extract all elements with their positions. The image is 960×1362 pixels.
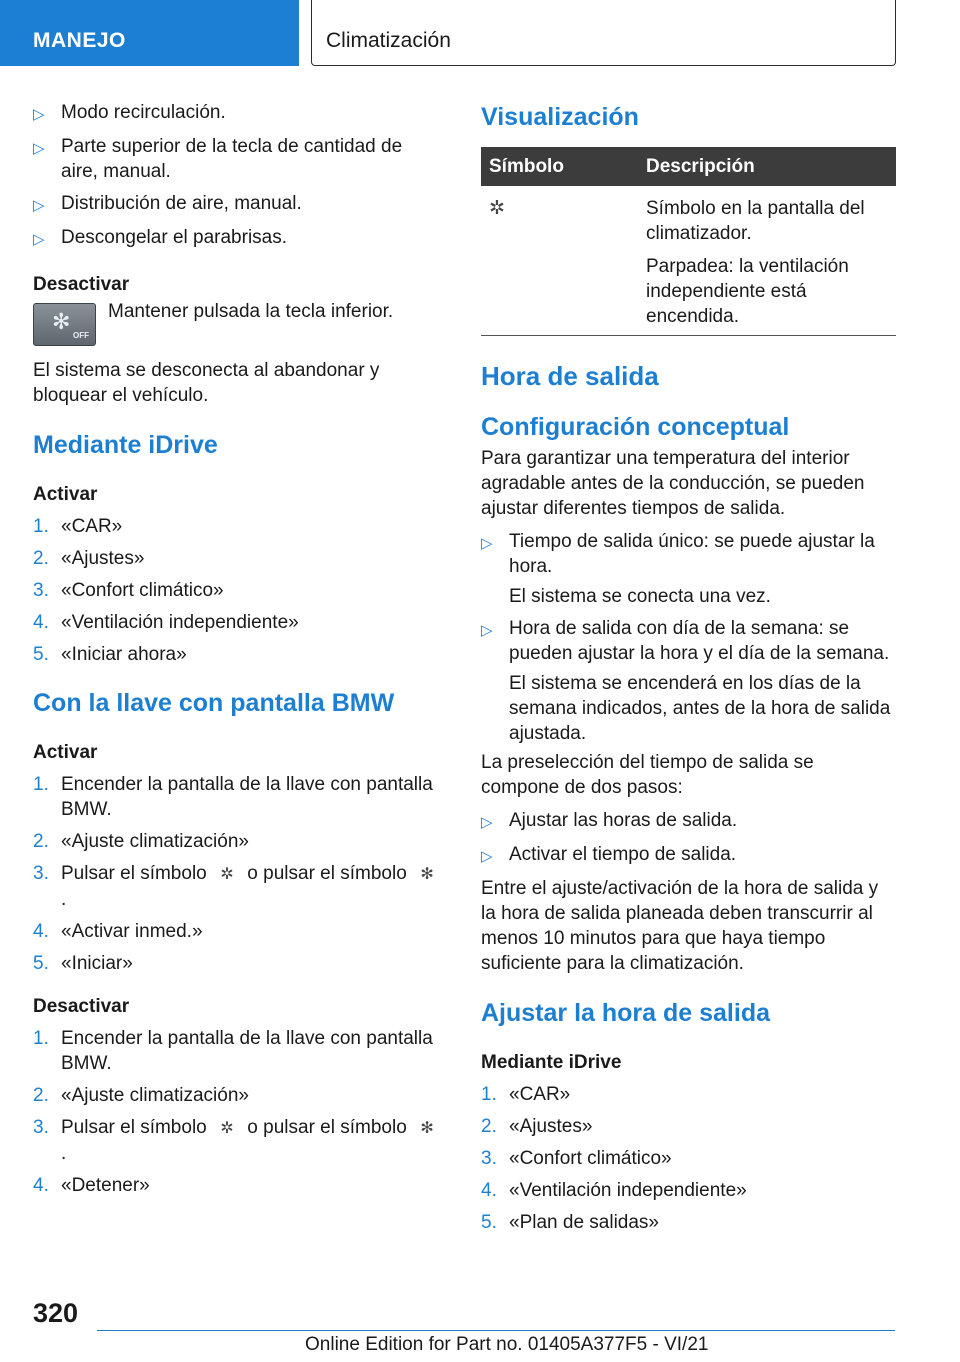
section-title: MANEJO bbox=[33, 29, 126, 52]
list-item: ▷ Distribución de aire, manual. bbox=[33, 191, 443, 218]
list-item: 1. «CAR» bbox=[33, 516, 123, 537]
fan-icon: ✻ bbox=[52, 309, 71, 334]
triangle-right-icon: ▷ bbox=[33, 140, 45, 157]
deactivate2-steps bbox=[33, 1026, 443, 1198]
footer-divider bbox=[97, 1330, 895, 1331]
deactivate2-heading: Desactivar bbox=[33, 996, 130, 1017]
deactivate-heading: Desactivar bbox=[33, 274, 130, 295]
triangle-right-icon: ▷ bbox=[481, 814, 493, 831]
table-header-description: Descripción bbox=[636, 147, 896, 186]
edition-text: Online Edition for Part no. 01405A377F5 - VI/21 bbox=[305, 1334, 709, 1355]
right-idrive-heading: Mediante iDrive bbox=[481, 1052, 622, 1073]
system-text: El sistema se desconecta al abandonar y bloquear el vehículo. bbox=[33, 360, 380, 406]
list-item: 3. «Confort climático» bbox=[33, 580, 224, 601]
activate-heading: Activar bbox=[33, 484, 98, 505]
key-display-heading: Con la llave con pantalla BMW bbox=[33, 689, 395, 717]
list-item: 4. «Ventilación independiente» bbox=[33, 612, 299, 633]
list-item: ▷ Parte superior de la tecla de cantidad de aire, manual. bbox=[33, 136, 403, 182]
list-item: 2. «Ajuste climatización» bbox=[33, 831, 249, 852]
fan-icon: ✲ bbox=[220, 1120, 234, 1137]
display-heading: Visualización bbox=[481, 103, 639, 131]
list-item: ▷ Hora de salida con día de la semana: se pueden ajustar la hora y el día de la semana. bbox=[481, 618, 890, 664]
list-item: 5. «Plan de salidas» bbox=[481, 1212, 659, 1233]
list-item: 2. «Ajustes» bbox=[33, 548, 145, 569]
idrive-steps bbox=[33, 514, 443, 667]
key-off-label: OFF bbox=[73, 331, 89, 340]
idrive-heading: Mediante iDrive bbox=[33, 431, 218, 459]
chapter-title: Climatización bbox=[326, 29, 451, 52]
triangle-right-icon: ▷ bbox=[33, 106, 45, 123]
fan-filled-icon: ✻ bbox=[420, 866, 434, 883]
triangle-right-icon: ▷ bbox=[33, 231, 45, 248]
list-item: ▷ Activar el tiempo de salida. bbox=[481, 842, 896, 869]
list-item: ▷ Ajustar las horas de salida. bbox=[481, 808, 896, 835]
fan-icon: ✲ bbox=[489, 198, 505, 219]
list-item: 4. «Ventilación independiente» bbox=[481, 1180, 747, 1201]
fan-icon: ✲ bbox=[220, 866, 234, 883]
list-item: 3. «Confort climático» bbox=[481, 1148, 672, 1169]
symbol-table bbox=[481, 147, 896, 336]
triangle-right-icon: ▷ bbox=[481, 535, 493, 552]
departure-types-list: ▷ Tiempo de salida único: se puede ajustar la hora. El sistema se conecta una vez. ▷ Hora de salida con día de la semana: se pueden ajustar la hora y el día de la semana. El sistema se encenderá en los días de la semana indicados, antes de la hora de salida ajustada. bbox=[481, 529, 896, 746]
table-row: ✲ Símbolo en la pantalla del climatizador. Parpadea: la ventilación independiente está encendida. bbox=[481, 186, 896, 336]
concept-text: Para garantizar una temperatura del interior agradable antes de la conducción, se pueden ajustar diferentes tiempos de salida. bbox=[481, 448, 865, 519]
list-item: 5. «Iniciar» bbox=[33, 953, 133, 974]
list-item: ▷ Modo recirculación. bbox=[33, 100, 443, 127]
fan-filled-icon: ✻ bbox=[420, 1120, 434, 1137]
activate2-steps bbox=[33, 772, 443, 976]
triangle-right-icon: ▷ bbox=[481, 848, 493, 865]
between-text: Entre el ajuste/activación de la hora de salida y la hora de salida planeada deben transcurrir al menos 10 minutos para que haya tiempo suficiente para la climatización. bbox=[481, 878, 879, 974]
right-idrive-steps bbox=[481, 1082, 896, 1235]
chapter-tab bbox=[311, 0, 896, 66]
top-bullet-list bbox=[33, 100, 443, 252]
section-tab bbox=[0, 0, 299, 66]
page-number: 320 bbox=[33, 1298, 79, 1328]
list-item: 1. Encender la pantalla de la llave con pantalla BMW. bbox=[33, 774, 433, 820]
right-column bbox=[481, 100, 896, 1242]
list-item: 4. «Detener» bbox=[33, 1175, 150, 1196]
triangle-right-icon: ▷ bbox=[481, 622, 493, 639]
concept-heading: Configuración conceptual bbox=[481, 413, 790, 441]
key-instruction: Mantener pulsada la tecla inferior. bbox=[108, 301, 394, 322]
list-item: 3. Pulsar el símbolo ✲ o pulsar el símbolo ✻ . bbox=[33, 1115, 443, 1166]
list-item: 1. «CAR» bbox=[481, 1084, 571, 1105]
activate2-heading: Activar bbox=[33, 742, 98, 763]
departure-heading: Hora de salida bbox=[481, 361, 659, 391]
list-item: 2. «Ajustes» bbox=[481, 1116, 593, 1137]
triangle-right-icon: ▷ bbox=[33, 197, 45, 214]
table-header-symbol: Símbolo bbox=[481, 147, 636, 186]
left-column bbox=[33, 100, 443, 1205]
list-item: 5. «Iniciar ahora» bbox=[33, 644, 187, 665]
set-departure-heading: Ajustar la hora de salida bbox=[481, 999, 770, 1027]
list-item: 4. «Activar inmed.» bbox=[33, 921, 203, 942]
preselect-steps bbox=[481, 808, 896, 869]
list-item: 1. Encender la pantalla de la llave con pantalla BMW. bbox=[33, 1028, 433, 1074]
preselect-text: La preselección del tiempo de salida se compone de dos pasos: bbox=[481, 752, 814, 798]
key-row bbox=[33, 303, 443, 346]
list-item: ▷ Tiempo de salida único: se puede ajustar la hora. bbox=[481, 531, 875, 577]
list-item: 2. «Ajuste climatización» bbox=[33, 1085, 249, 1106]
fan-off-key-image bbox=[33, 303, 96, 346]
list-item: ▷ Descongelar el parabrisas. bbox=[33, 225, 443, 252]
list-item: 3. Pulsar el símbolo ✲ o pulsar el símbolo ✻ . bbox=[33, 861, 443, 912]
